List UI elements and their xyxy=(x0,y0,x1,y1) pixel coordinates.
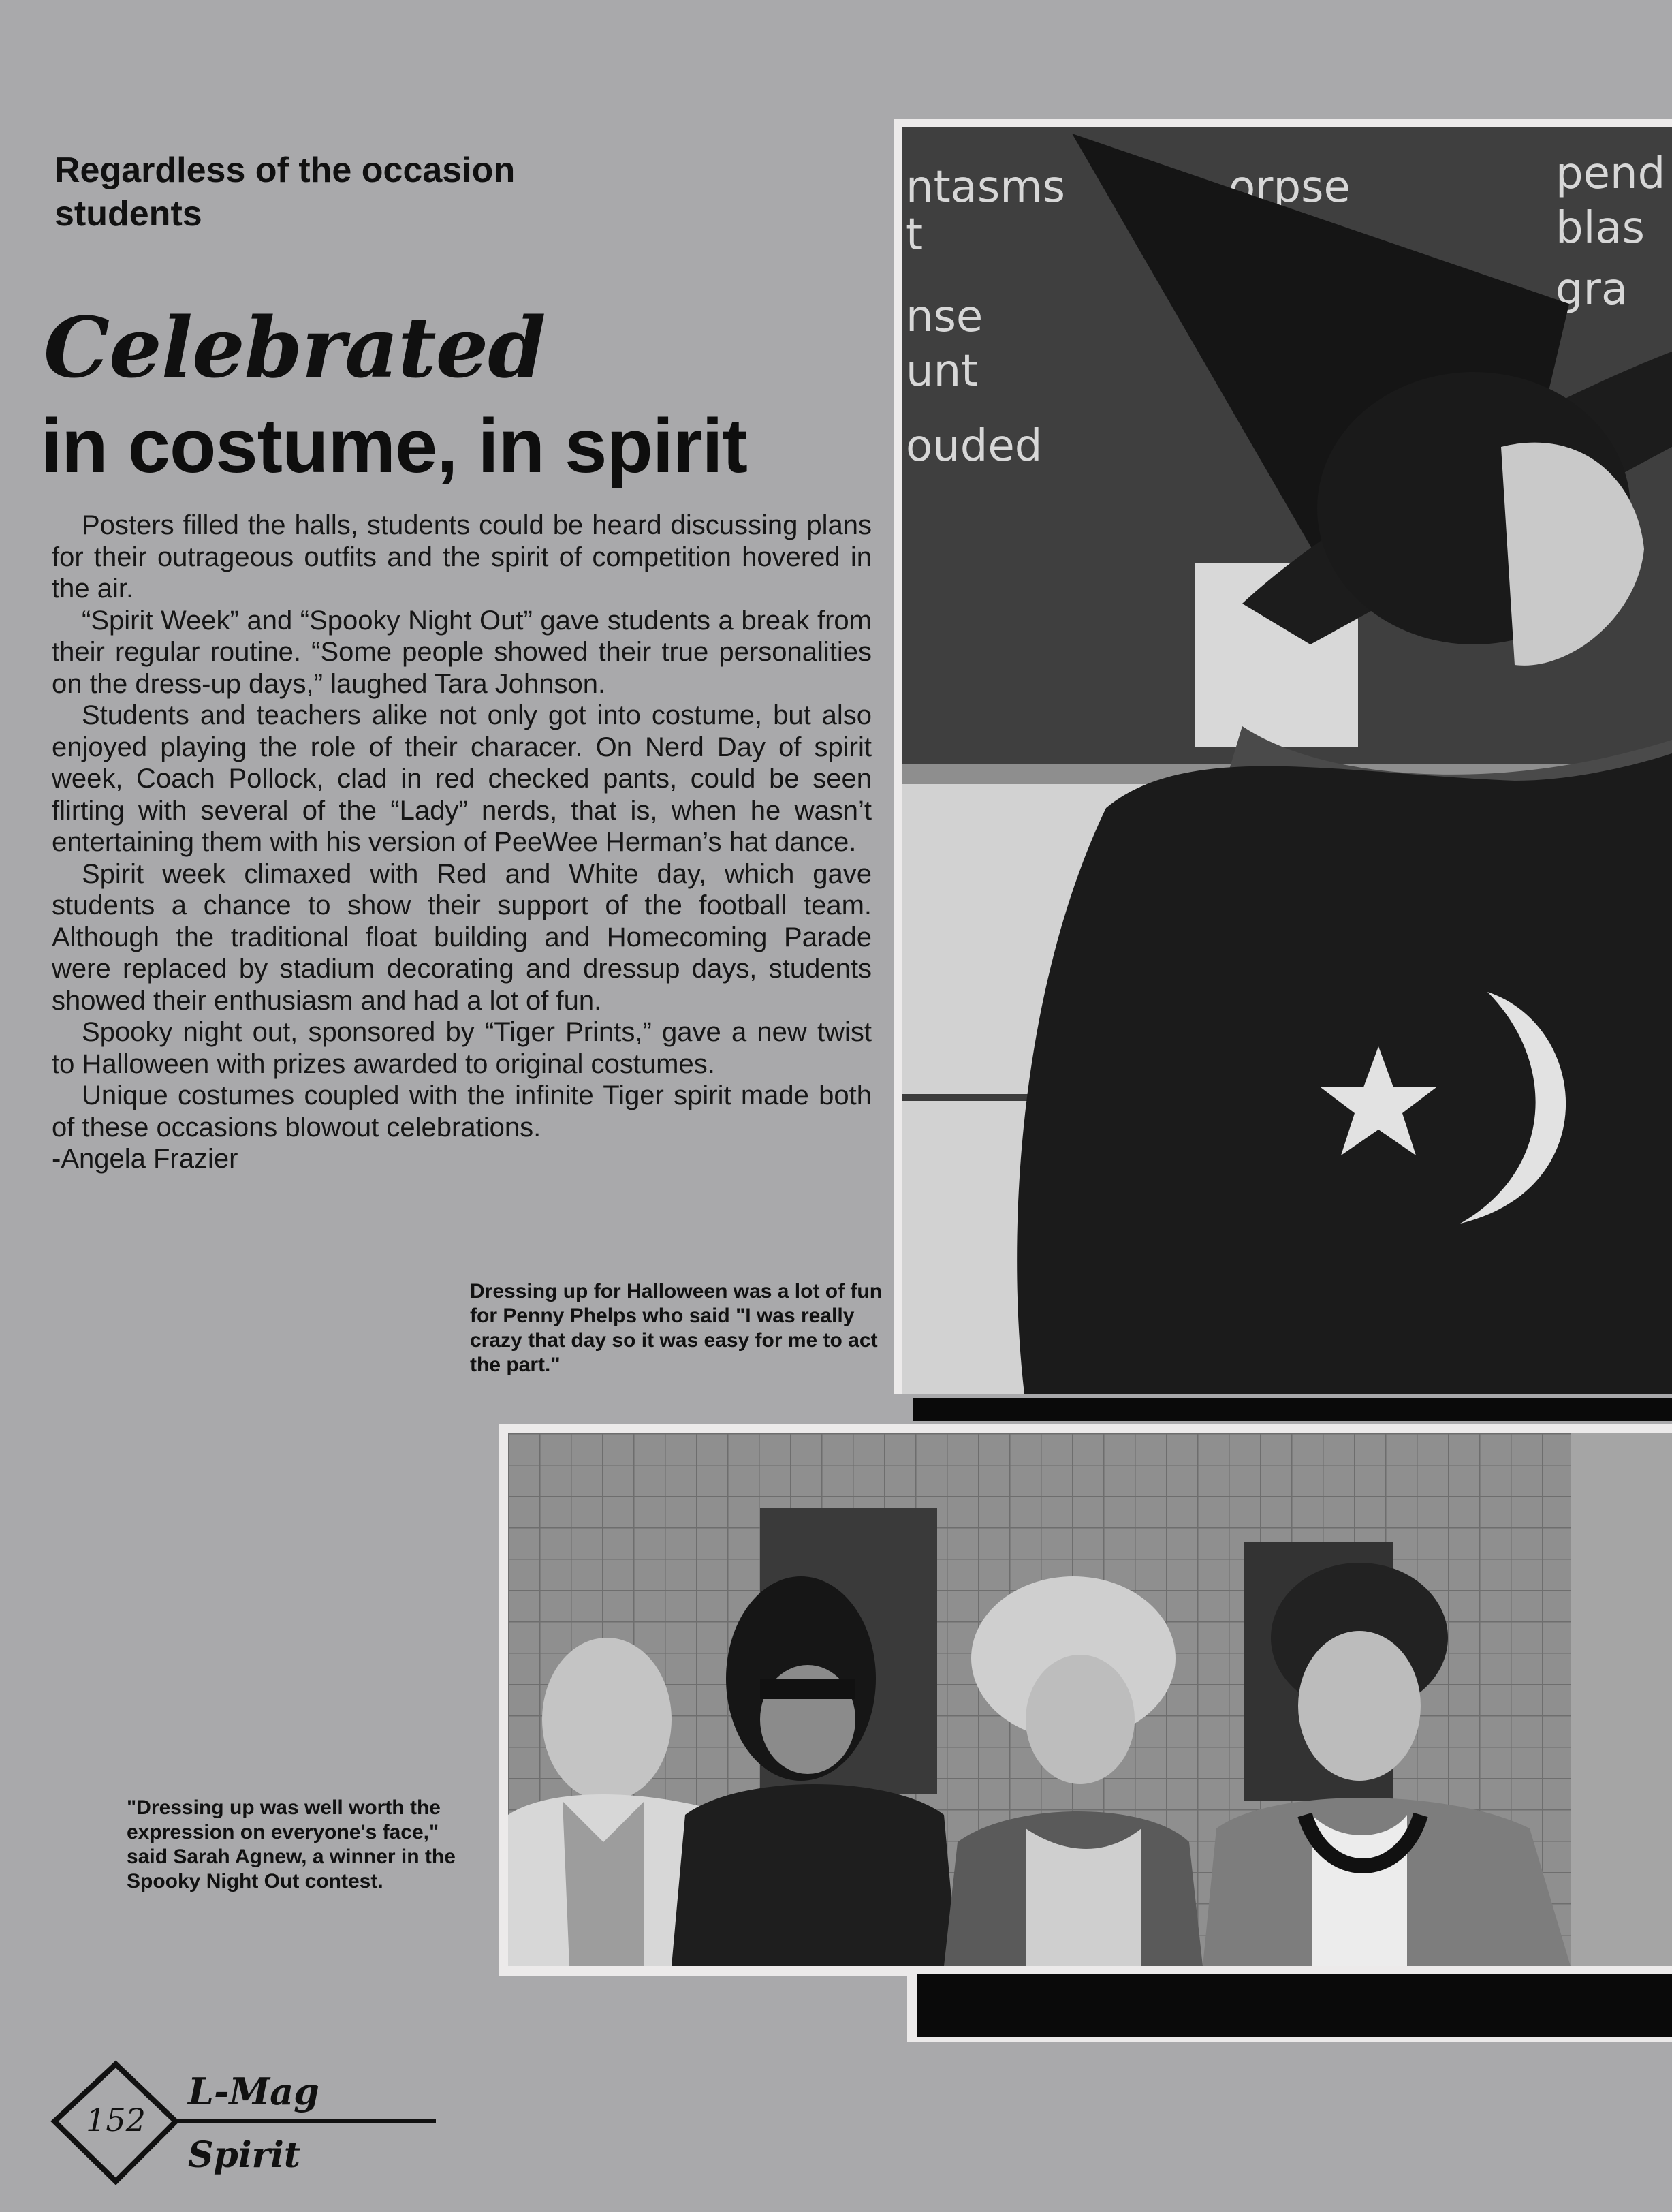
chalk-word: nse xyxy=(906,292,983,342)
group-photo-image xyxy=(508,1433,1672,1966)
photo-black-bar xyxy=(917,1974,1672,2037)
article-paragraph: “Spirit Week” and “Spooky Night Out” gave students a break from their regular routine. “Some people showed their true personalities on the dress-up days,” laughed Tara Johnson. xyxy=(52,605,872,699)
article-byline: -Angela Frazier xyxy=(52,1144,238,1174)
witch-photo-illustration xyxy=(902,127,1672,1394)
article-paragraph: Unique costumes coupled with the infinite Tiger spirit made both of these occasions blowout celebrations. xyxy=(52,1080,872,1142)
group-photo-illustration xyxy=(508,1433,1672,1966)
chalk-word: pend xyxy=(1556,149,1666,199)
witch-photo-image xyxy=(902,127,1672,1394)
chalk-word: gra xyxy=(1556,264,1628,315)
chalk-word: unt xyxy=(906,346,979,396)
article-paragraph: Students and teachers alike not only got into costume, but also enjoyed playing the role of their characer. On Nerd Day of spirit week, Coach Pollock, clad in red checked pants, could be seen flirting with several of the “Lady” nerds, that is, when he wasn’t entertaining them with his version of PeeWee Herman’s hat dance. xyxy=(52,700,872,857)
page-folio xyxy=(48,2059,456,2195)
headline-script: Celebrated xyxy=(44,298,546,396)
group-photo-caption: "Dressing up was well worth the expression on everyone's face," said Sarah Agnew, a winner in the Spooky Night Out contest. xyxy=(127,1796,456,1892)
headline-main: in costume, in spirit xyxy=(41,403,747,488)
spooky-night-out-photo xyxy=(499,1424,1672,1976)
article-paragraph: Spooky night out, sponsored by “Tiger Prints,” gave a new twist to Halloween with prizes awarded to original costumes. xyxy=(52,1017,872,1079)
witch-photo-caption: Dressing up for Halloween was a lot of fun for Penny Phelps who said "I was really crazy that day so it was easy for me to act the part." xyxy=(470,1280,883,1376)
article-paragraph: Spirit week climaxed with Red and White day, which gave students a chance to show their support of the football team. Although the traditional float building and Homecoming Parade were replaced by stadium decorating and dressup days, students showed their enthusiasm and had a lot of fun. xyxy=(52,858,872,1016)
chalk-word: ouded xyxy=(906,421,1043,471)
kicker-text: Regardless of the occasion students xyxy=(54,151,516,234)
page-number: 152 xyxy=(86,2102,146,2138)
magazine-name: L-Mag xyxy=(188,2070,319,2113)
witch-costume-photo xyxy=(894,119,1672,1394)
article-body xyxy=(52,510,872,1175)
photo-black-bar xyxy=(913,1398,1672,1421)
chalk-word: orpse xyxy=(1229,162,1351,213)
chalk-word: t xyxy=(906,210,924,260)
chalk-word: blas xyxy=(1556,203,1645,253)
article-paragraph: Posters filled the halls, students could be heard discussing plans for their outrageous outfits and the spirit of competition hovered in the air. xyxy=(52,510,872,604)
chalk-word: ntasms xyxy=(906,162,1065,213)
section-name: Spirit xyxy=(188,2134,300,2176)
